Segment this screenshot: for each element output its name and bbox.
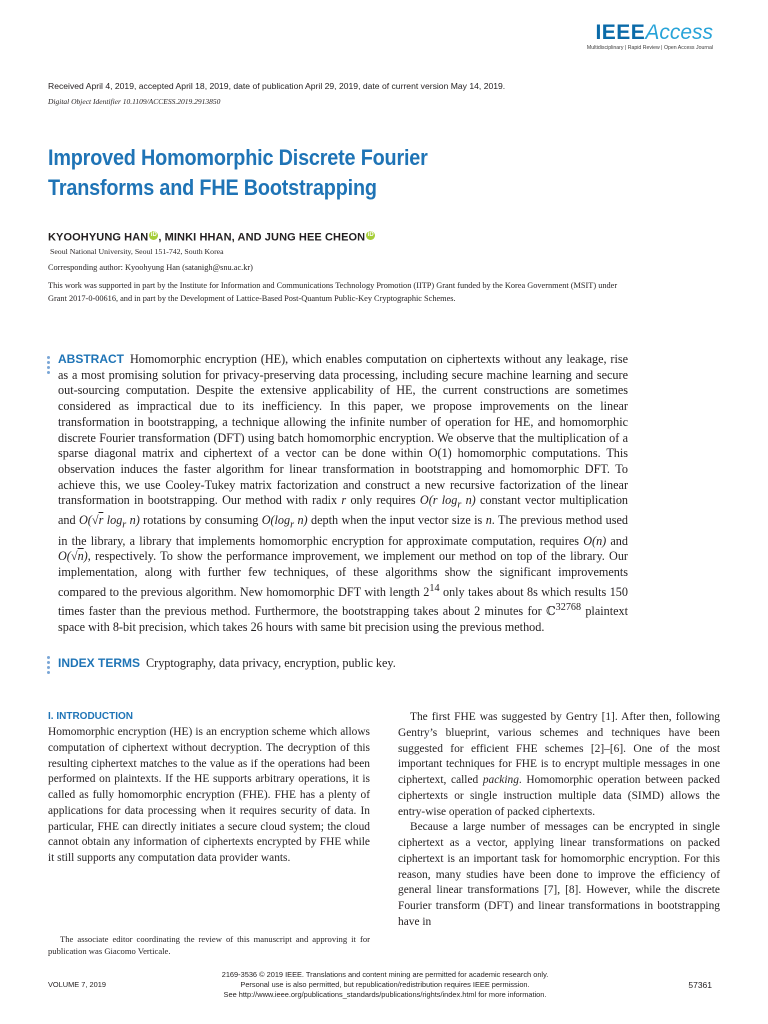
paper-title xyxy=(48,143,594,203)
footer-link[interactable]: See http://www.ieee.org/publications_standards/publications/rights/index.html for more information. xyxy=(223,989,547,999)
abstract xyxy=(58,352,628,636)
index-terms-marker xyxy=(47,656,51,676)
index-terms xyxy=(58,656,628,671)
logo-access-text: Access xyxy=(645,21,713,44)
abstract-text: constant vector multiplication and xyxy=(58,493,629,528)
footer-volume: VOLUME 7, 2019 xyxy=(48,980,106,989)
index-terms-heading: INDEX TERMS xyxy=(58,656,141,670)
funding-statement: This work was supported in part by the Institute for Information and Communications Technology Promotion (IITP) Grant funded by the Korea Government (MSIT) under Grant 2017-0-00616, and in part by the Development of Lattice-Based Post-Quantum Public-Key Cryptographic Schemes. xyxy=(48,281,618,303)
section-heading: I. INTRODUCTION xyxy=(48,711,133,722)
abstract-math: O(√r $\log_r n$) xyxy=(79,513,140,531)
abstract-text: only requires xyxy=(346,493,420,508)
orcid-icon[interactable]: iD xyxy=(150,232,157,238)
abstract-math: O(n) xyxy=(583,533,607,548)
title-line-2: Transforms and FHE Bootstrapping xyxy=(48,175,377,200)
journal-logo xyxy=(587,22,713,51)
abstract-text: rotations by consuming xyxy=(139,513,262,528)
logo-ieee-text: IEEE xyxy=(595,21,646,44)
footer-copyright xyxy=(170,970,600,999)
abstract-text: depth when the input vector size is xyxy=(307,513,486,528)
abstract-math: O(√n) xyxy=(58,549,88,564)
abstract-text: only takes about 8s which results 150 times faster than the previous method. Furthermore, the bootstrapping takes about 2 minutes for ℂ xyxy=(58,584,628,619)
orcid-icon[interactable]: iD xyxy=(367,232,374,238)
editor-footnote: The associate editor coordinating the review of this manuscript and approving it for publication was Giacomo Verticale. xyxy=(48,934,370,956)
abstract-marker xyxy=(47,356,51,376)
journal-tagline: Multidisciplinary | Rapid Review | Open Access Journal xyxy=(586,45,713,51)
footer-line: 2169-3536 © 2019 IEEE. Translations and content mining are permitted for academic research only. xyxy=(221,970,549,979)
received-dates: Received April 4, 2019, accepted April 18, 2019, date of publication April 29, 2019, date of current version May 14, 2019. xyxy=(48,81,506,91)
right-column xyxy=(398,710,720,931)
author-first: KYOOHYUNG HAN xyxy=(48,231,149,244)
abstract-superscript: 14 xyxy=(429,582,440,594)
index-terms-text: Cryptography, data privacy, encryption, public key. xyxy=(146,656,396,670)
abstract-superscript: 32768 xyxy=(555,602,582,614)
intro-paragraph: Homomorphic encryption (HE) is an encryption scheme which allows computation of ciphertext without decryption. The decryption of this resulting ciphertext matches to the value as if the operations had been performed on plaintexts. If the HE supports arbitrary operations, it is called as fully homomorphic encryption (FHE). FHE has a plenty of applications for data processing when it requires security of data. In particular, FHE can directly initiates a secure cloud system; the cloud cannot obtain any information of ciphertexts encrypted by FHE while it still supports any computation data provider wants. xyxy=(48,726,370,864)
author-list xyxy=(48,231,375,244)
author-rest: , MINKI HHAN, AND JUNG HEE CHEON xyxy=(158,231,366,244)
abstract-text: Homomorphic encryption (HE), which enables computation on ciphertexts without any leakage, rise as a most promising solution for privacy-preserving data processing, including secure machine learning and secure out-sourcing computation. Despite the extensive applicability of HE, the current constructions are sometimes considered as impractical due to its inefficiency. In this paper, we propose improvements on the linear transformation in bootstrapping, a technique allowing the infinite number of operation for HE, and homomorphic discrete Fourier transformation (DFT) using batch homomorphic encryption. We observe that the multiplication of a sparse diagonal matrix and ciphertext of a vector can be done within O(1) homomorphic computations. This observation induces the faster algorithm for linear transformation in bootstrapping and homomorphic DFT. To achieve this, we use Cooley-Tukey matrix factorization and construct a new recursive factorization of the linear transformation in bootstrapping. Our method with radix xyxy=(58,352,628,508)
footer-line: Personal use is also permitted, but republication/redistribution requires IEEE permission. xyxy=(240,979,530,989)
abstract-math: r xyxy=(341,493,347,508)
intro-paragraph: Because a large number of messages can be encrypted in single ciphertext as a vector, applying linear transformations on packed ciphertext is an important task for homomorphic encryption. For this reason, many studies have been done to improve the efficiency of general linear transformations [7], [8]. However, while the discrete Fourier transform (DFT) and linear transformations in bootstrapping have in xyxy=(398,821,720,928)
corresponding-author: Corresponding author: Kyoohyung Han (satanigh@snu.ac.kr) xyxy=(48,263,253,272)
abstract-text: plaintext space with 8-bit precision, which takes 26 hours with same bit precision using the previous method. xyxy=(58,604,628,635)
title-line-1: Improved Homomorphic Discrete Fourier xyxy=(48,145,428,170)
left-column xyxy=(48,725,370,867)
doi-line: Digital Object Identifier 10.1109/ACCESS.2019.2913850 xyxy=(48,97,221,106)
abstract-text: , respectively. To show the performance improvement, we implement our method on top of the library. Our implementation, along with further few techniques, of these algorithms show the significant improvements compared to the previous algorithm. New homomorphic DFT with length 2 xyxy=(58,549,628,599)
page-number: 57361 xyxy=(688,980,712,990)
abstract-math: O(r $\log_r n$) xyxy=(419,493,476,511)
affiliation: Seoul National University, Seoul 151-742, South Korea xyxy=(50,247,224,256)
abstract-math: n xyxy=(485,513,492,528)
abstract-heading: ABSTRACT xyxy=(58,352,124,366)
abstract-text: . The previous method used in the library, a library that implements homomorphic encryption for approximate computation, requires xyxy=(58,513,628,548)
abstract-math: $O(\log_r$ n) xyxy=(261,513,308,531)
abstract-text: and xyxy=(606,533,628,548)
intro-paragraph: The first FHE was suggested by Gentry [1]. After then, following Gentry’s blueprint, various schemes and techniques have been suggested for efficient FHE schemes [2]–[6]. One of the most important techniques for FHE is to encrypt multiple messages in one ciphertext, called packing. Homomorphic operation between packed ciphertexts or single instruction multiple data (SIMD) allows the entry-wise operation of packed ciphertexts. xyxy=(398,711,720,818)
